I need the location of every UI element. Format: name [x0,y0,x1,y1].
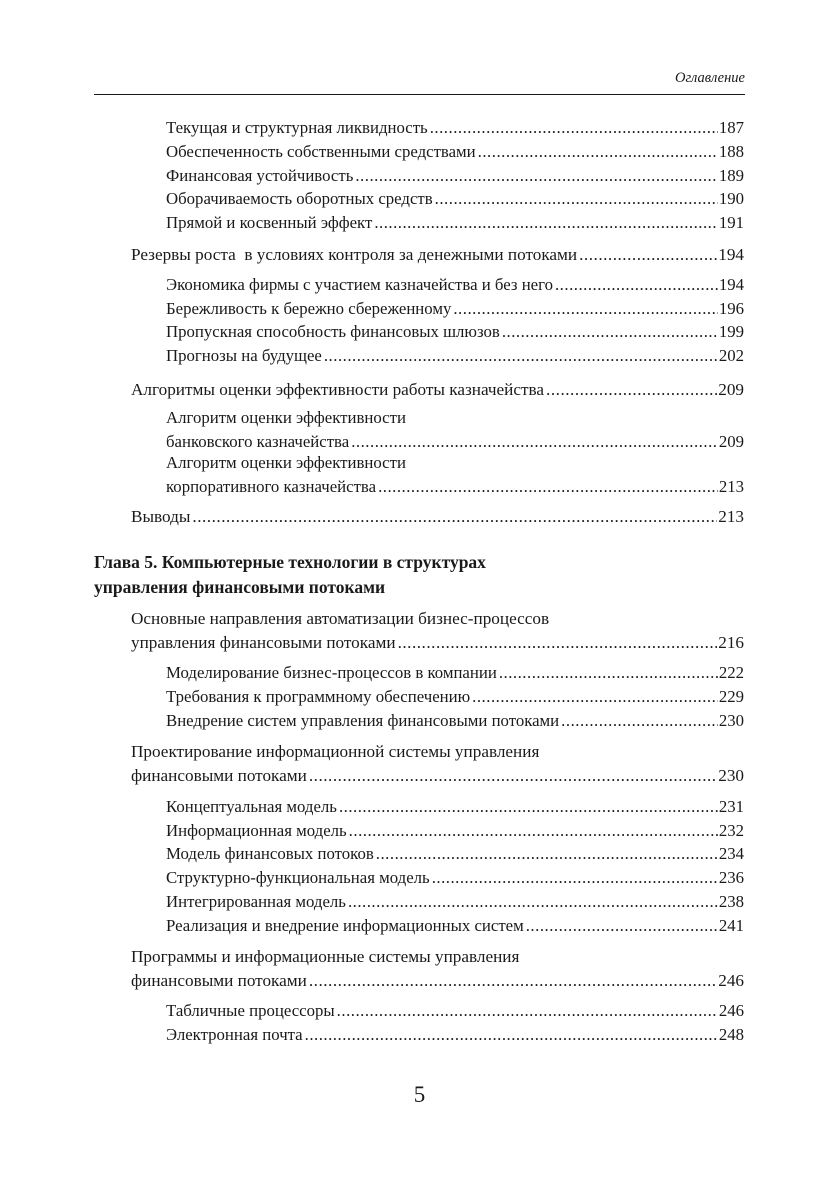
toc-entry-title: Обеспеченность собственными средствами [166,142,476,161]
dot-leader [378,475,718,499]
toc-entry-page: 194 [718,275,744,294]
toc-entry-title-line1: Проектирование информационной системы управления [131,742,540,761]
toc-entry[interactable] [131,378,744,402]
toc-entry-page: 238 [718,892,744,911]
toc-entry-page: 213 [718,476,744,496]
toc-entry-title-line1: Алгоритм оценки эффективности [166,408,406,427]
dot-leader [499,661,718,685]
toc-entry-page: 189 [718,166,744,185]
toc-entry-title: Оборачиваемость оборотных средств [166,189,433,208]
toc-entry-page: 231 [718,797,744,816]
toc-entry[interactable] [166,187,744,211]
toc-entry-title: Интегрированная модель [166,892,346,911]
toc-entry-title: корпоративного казначейства [166,476,377,496]
toc-entry-page: 246 [718,1001,744,1020]
toc-entry-title: финансовыми потоками [131,971,307,990]
toc-entry-page: 190 [718,189,744,208]
toc-entry[interactable] [166,344,744,368]
toc-entry[interactable] [166,1023,744,1047]
toc-entry[interactable] [166,164,744,188]
dot-leader [502,320,718,344]
dot-leader [430,116,718,140]
chapter-heading-line2: управления финансовыми потоками [94,577,386,597]
dot-leader [305,1023,718,1047]
dot-leader [561,709,718,733]
toc-entry-title: Текущая и структурная ликвидность [166,118,428,137]
toc-entry-page: 196 [718,299,744,318]
toc-entry[interactable] [166,866,744,890]
chapter-heading-line1: Глава 5. Компьютерные технологии в структурах [94,552,486,572]
toc-entry-page: 248 [718,1025,744,1044]
toc-entry-title: Экономика фирмы с участием казначейства и без него [166,275,553,294]
chapter-heading[interactable] [94,550,486,600]
toc-entry-title: банковского казначейства [166,431,350,451]
dot-leader [526,914,718,938]
toc-entry-page: 209 [718,380,744,399]
toc-entry[interactable] [166,819,744,843]
toc-entry[interactable] [131,243,744,267]
header-rule [94,94,745,95]
toc-entry-title: управления финансовыми потоками [131,633,396,652]
dot-leader [355,164,717,188]
toc-entry-title: Бережливость к бережно сбереженному [166,299,452,318]
toc-entry-page: 246 [718,971,744,990]
dot-leader [374,211,718,235]
dot-leader [192,505,717,529]
dot-leader [432,866,718,890]
toc-entry-title-line1: Программы и информационные системы управления [131,947,520,966]
toc-entry-title: Финансовая устойчивость [166,166,354,185]
toc-entry[interactable] [131,945,744,993]
toc-entry-page: 187 [718,118,744,137]
toc-entry-page: 194 [718,245,744,264]
toc-entry-page: 213 [718,507,744,526]
toc-entry-title: Прямой и косвенный эффект [166,213,373,232]
toc-entry-title: Алгоритмы оценки эффективности работы казначейства [131,380,545,399]
toc-entry-title: Реализация и внедрение информационных систем [166,916,524,935]
dot-leader [478,140,718,164]
toc-entry-title: финансовыми потоками [131,766,307,785]
dot-leader [348,890,718,914]
toc-entry[interactable] [166,795,744,819]
dot-leader [351,430,718,454]
toc-entry-page: 241 [718,916,744,935]
dot-leader [453,297,717,321]
toc-entry-page: 216 [718,633,744,652]
toc-entry-title: Моделирование бизнес-процессов в компании [166,663,497,682]
toc-entry-title: Структурно-функциональная модель [166,868,430,887]
toc-entry[interactable] [166,116,744,140]
dot-leader [546,378,717,402]
toc-entry-page: 209 [718,431,744,451]
toc-entry-title: Прогнозы на будущее [166,346,322,365]
toc-entry[interactable] [166,914,744,938]
dot-leader [324,344,718,368]
toc-entry[interactable] [166,842,744,866]
toc-entry-title: Пропускная способность финансовых шлюзов [166,322,500,341]
toc-entry-title-line1: Алгоритм оценки эффективности [166,453,406,472]
toc-entry-title: Резервы роста в условиях контроля за денежными потоками [131,245,578,264]
dot-leader [339,795,718,819]
dot-leader [349,819,718,843]
toc-entry-page: 230 [718,766,744,785]
dot-leader [579,243,717,267]
dot-leader [309,764,717,788]
running-head: Оглавление [675,70,745,86]
toc-entry-title: Выводы [131,507,191,526]
dot-leader [337,999,718,1023]
toc-entry[interactable] [166,685,744,709]
toc-entry-title: Информационная модель [166,821,347,840]
dot-leader [435,187,718,211]
toc-entry-title: Требования к программному обеспечению [166,687,471,706]
toc-entry-page: 232 [718,821,744,840]
toc-entry-title: Внедрение систем управления финансовыми потоками [166,711,560,730]
toc-entry[interactable] [131,607,744,655]
toc-entry-title: Табличные процессоры [166,1001,335,1020]
toc-entry[interactable] [166,320,744,344]
toc-entry-title: Концептуальная модель [166,797,337,816]
toc-entry[interactable] [166,999,744,1023]
page-number: 5 [413,1082,426,1107]
toc-entry-page: 202 [718,346,744,365]
toc-entry-page: 222 [718,663,744,682]
toc-entry-title-line1: Основные направления автоматизации бизнес-процессов [131,609,550,628]
toc-entry-page: 199 [718,322,744,341]
dot-leader [398,631,718,655]
toc-entry-page: 191 [718,213,744,232]
toc-entry-title: Модель финансовых потоков [166,844,374,863]
toc-entry[interactable] [166,709,744,733]
toc-entry[interactable] [166,211,744,235]
toc-entry-page: 234 [718,844,744,863]
toc-entry-page: 236 [718,868,744,887]
toc-entry[interactable] [166,140,744,164]
dot-leader [555,273,718,297]
toc-entry[interactable] [166,406,744,453]
toc-entry[interactable] [166,297,744,321]
toc-entry-page: 188 [718,142,744,161]
toc-entry-page: 230 [718,711,744,730]
toc-entry[interactable] [166,273,744,297]
toc-entry-title: Электронная почта [166,1025,303,1044]
dot-leader [309,969,717,993]
toc-entry-page: 229 [718,687,744,706]
dot-leader [376,842,718,866]
toc-entry[interactable] [131,505,744,529]
dot-leader [472,685,718,709]
toc-entry[interactable] [131,740,744,788]
toc-entry[interactable] [166,661,744,685]
toc-entry[interactable] [166,890,744,914]
toc-entry[interactable] [166,451,744,498]
